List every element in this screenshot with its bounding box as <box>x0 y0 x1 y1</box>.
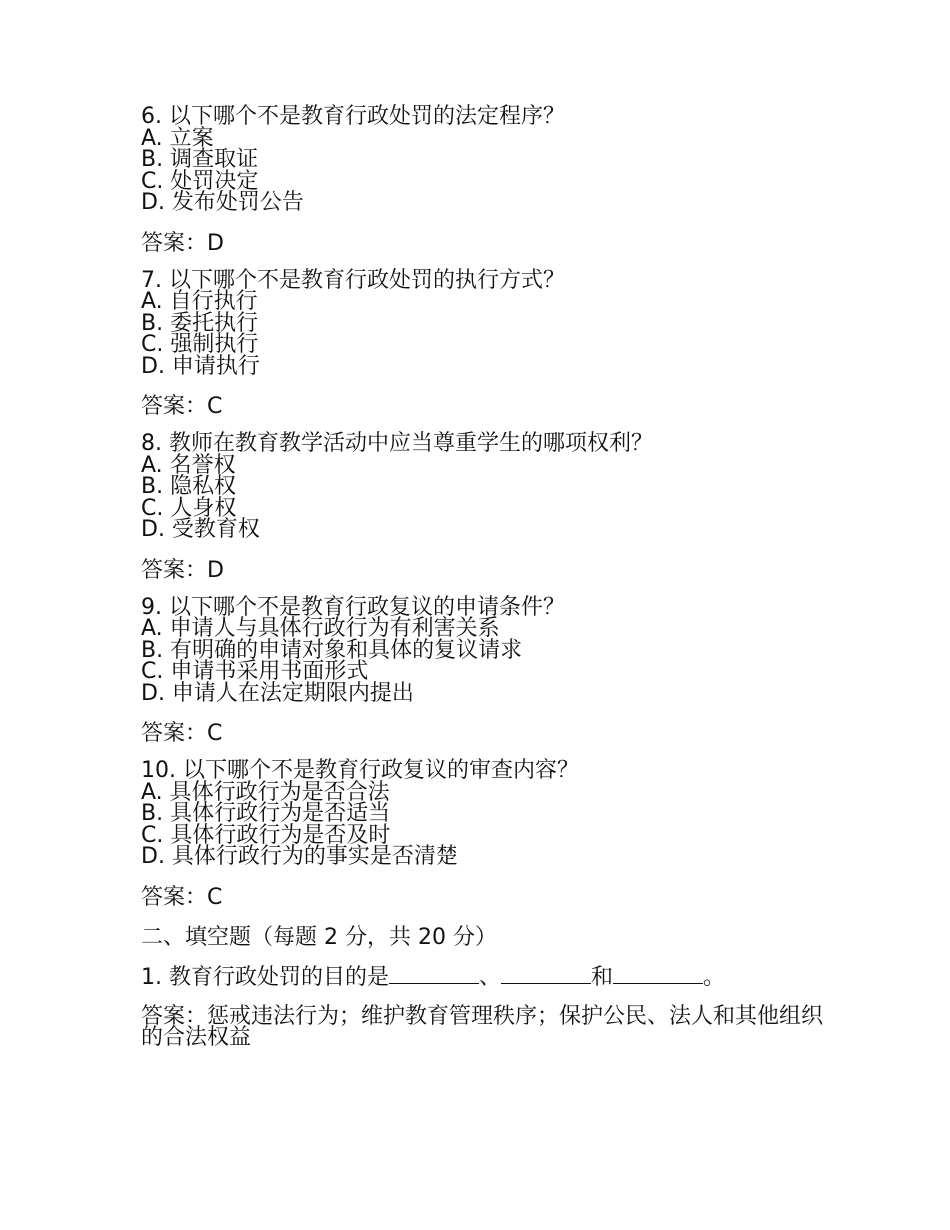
blank-line <box>613 965 703 984</box>
section-heading: 二、填空题（每题 2 分，共 20 分） <box>141 924 497 950</box>
answer-text: 答案：C <box>141 394 223 419</box>
option-d: D. 申请人在法定期限内提出 <box>141 680 414 706</box>
option-c: C. 人身权 <box>141 495 237 521</box>
option-d: D. 具体行政行为的事实是否清楚 <box>141 844 458 869</box>
option-d: D. 发布处罚公告 <box>141 190 304 215</box>
fill-in-question-1 <box>141 964 841 992</box>
option-d: D. 受教育权 <box>141 517 260 542</box>
fill-separator: 和 <box>591 964 614 990</box>
question-9 <box>141 594 841 749</box>
question-text: 7. 以下哪个不是教育行政处罚的执行方式？ <box>141 267 565 293</box>
option-c: C. 具体行政行为是否及时 <box>141 822 391 848</box>
question-text: 8. 教师在教育教学活动中应当尊重学生的哪项权利？ <box>141 431 653 456</box>
option-a: A. 具体行政行为是否合法 <box>141 779 390 805</box>
option-d: D. 申请执行 <box>141 353 260 379</box>
answer-text: 答案：D <box>141 230 224 256</box>
document-page <box>141 106 841 1049</box>
question-6 <box>141 106 841 258</box>
option-b: B. 委托执行 <box>141 310 259 336</box>
question-8 <box>141 433 841 585</box>
option-b: B. 调查取证 <box>141 147 259 172</box>
option-a: A. 立案 <box>141 125 214 151</box>
blank-line <box>501 965 591 984</box>
option-b: B. 有明确的申请对象和具体的复议请求 <box>141 637 523 663</box>
question-text: 10. 以下哪个不是教育行政复议的审查内容？ <box>141 758 579 783</box>
blank-line <box>389 965 479 984</box>
fill-answer-text: 答案：惩戒违法行为；维护教育管理秩序；保护公民、法人和其他组织的合法权益 <box>141 1003 824 1050</box>
option-a: A. 名誉权 <box>141 452 236 478</box>
question-text: 6. 以下哪个不是教育行政处罚的法定程序？ <box>141 104 565 129</box>
option-c: C. 处罚决定 <box>141 168 259 194</box>
fill-question-prefix: 1. 教育行政处罚的目的是 <box>141 964 389 990</box>
option-a: A. 自行执行 <box>141 289 258 314</box>
option-b: B. 隐私权 <box>141 474 237 499</box>
question-7 <box>141 267 841 422</box>
option-b: B. 具体行政行为是否适当 <box>141 801 391 826</box>
option-c: C. 申请书采用书面形式 <box>141 659 369 684</box>
answer-text: 答案：C <box>141 884 223 910</box>
question-10 <box>141 760 841 912</box>
fill-end: 。 <box>703 964 726 990</box>
answer-text: 答案：D <box>141 557 224 583</box>
option-c: C. 强制执行 <box>141 332 259 357</box>
option-a: A. 申请人与具体行政行为有利害关系 <box>141 616 500 641</box>
fill-separator: 、 <box>478 964 501 990</box>
question-text: 9. 以下哪个不是教育行政复议的申请条件？ <box>141 594 565 620</box>
answer-text: 答案：C <box>141 721 223 746</box>
